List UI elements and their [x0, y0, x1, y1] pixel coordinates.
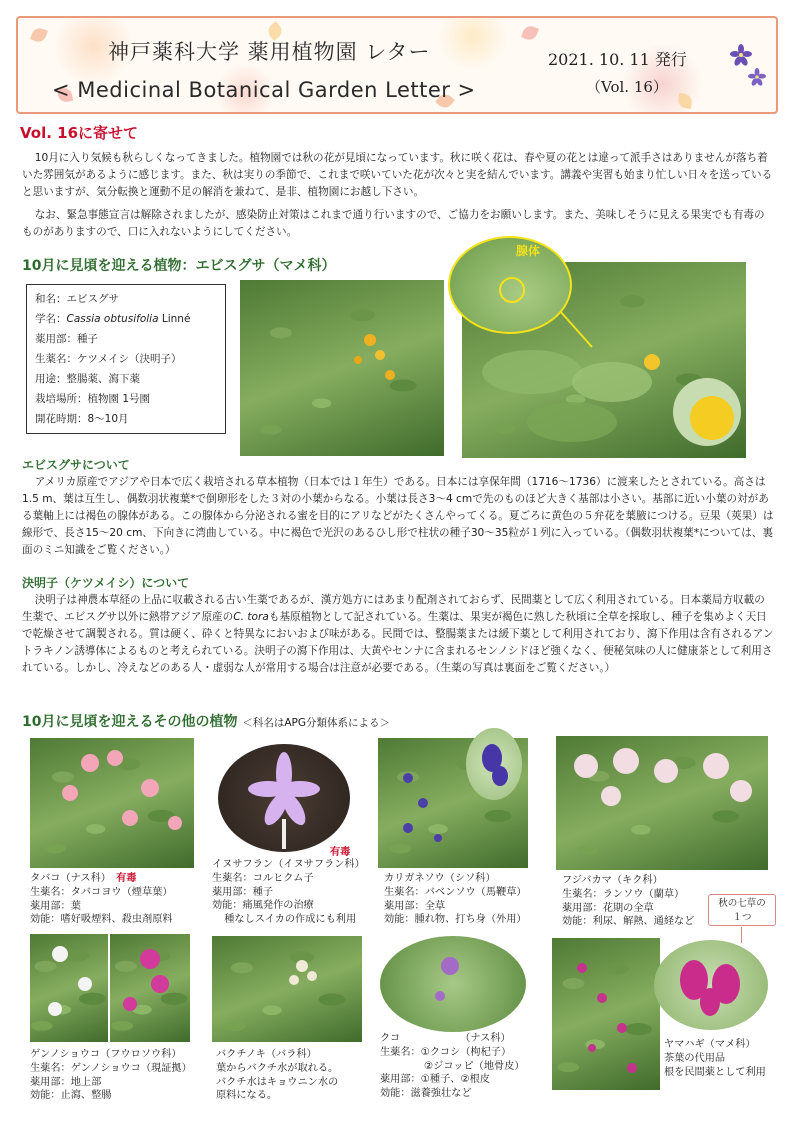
bellflower-icon [730, 44, 752, 66]
info-scientific-name: 学名：Cassia obtusifolia Linné [35, 313, 191, 325]
info-japanese-name: 和名：エビスグサ [35, 293, 119, 305]
note-connector [741, 927, 742, 943]
tabako-photo [30, 738, 194, 868]
inusafuran-photo [218, 744, 350, 852]
info-medicinal-part: 薬用部：種子 [35, 333, 98, 345]
gland-inset-marks [450, 238, 572, 334]
info-location: 栽培場所：植物園 1号園 [35, 393, 151, 405]
autumn-seven-herbs-note: 秋の七草の １つ [708, 894, 776, 926]
gennoshoko-pink-marks [110, 934, 190, 1042]
gennoshoko-pink-photo [110, 934, 190, 1042]
bellflower-icon [748, 68, 766, 86]
kariganeso-inset-marks [466, 728, 522, 800]
header-banner [16, 16, 778, 114]
bakuchinoki-caption: バクチノキ（バラ科） 葉からバクチ水が取れる。 バクチ水はキョウニン水の 原料になる。 [216, 1049, 339, 1102]
kuko-flower-marks [380, 936, 526, 1032]
others-heading: 10月に見頃を迎えるその他の植物 ＜科名はAPG分類体系による＞ [22, 714, 391, 730]
drug-paragraph: 決明子は神農本草経の上品に収載される古い生薬であるが、漢方処方にはあまり配剤されておらず、民間薬として広く利用されている。日本薬局方収載の生薬で、エビスグサ以外に熱帯アジア原産のC. toraも基原植物として記されている。生薬は、果実が褐色に熟した秋頃に全草を採取し、種子を集めよく天日で乾燥させて調製される。質は硬く、砕くと特異なにおいおよび味がある。民間では、整腸薬または緩下薬として利用されており、瀉下作用は含有されるアントラキノン誘導体によるものと考えられている。決明子の瀉下作用は、大黄やセンナに含まれるセンノシドほど強くなく、便秘気味の人に健康茶として利用されている。しかし、冷えなどのある人・虚弱な人が常用する場合は注意が必要である。（生薬の写真は裏面をご覧ください。） [22, 594, 774, 674]
kuko-name-row: クコ （ナス科） [380, 1033, 511, 1044]
tabako-name-row: タバコ（ナス科） 有毒 [30, 873, 137, 884]
ebisugusa-flower-marks [240, 280, 444, 456]
leaf-decoration [677, 93, 693, 109]
kuko-caption: クコ （ナス科） 生薬名：①クコシ（枸杞子） ②ジコッピ（地骨皮） 薬用部：①種子、②根皮 効能：滋養強壮など [380, 1033, 525, 1100]
yamahagi-inset-photo [654, 940, 768, 1030]
kariganeso-caption: カリガネソウ（シソ科） 生薬名：バベンソウ（馬鞭草） 薬用部：全草 効能：腫れ物、打ち身（外用） [384, 873, 527, 926]
yamahagi-caption: ヤマハギ（マメ科） 茶葉の代用品 根を民間薬として利用 [664, 1039, 766, 1078]
issue-date: 2021. 10. 11 発行 [548, 50, 687, 69]
feature-heading: 10月に見頃を迎える植物：エビスグサ（マメ科） [22, 258, 336, 274]
gland-label: 腺体 [516, 244, 541, 258]
intro-heading: Vol. 16に寄せて [20, 124, 139, 142]
kariganeso-inset-photo [466, 728, 522, 800]
bakuchinoki-photo [212, 936, 362, 1042]
info-crude-drug: 生薬名：ケツメイシ（決明子） [35, 353, 182, 365]
leaf-decoration [521, 24, 539, 42]
issue-volume: （Vol. 16） [586, 78, 668, 96]
yamahagi-photo [552, 938, 660, 1090]
about-heading: エビスグサについて [22, 458, 130, 472]
bakuchinoki-flower-marks [212, 936, 362, 1042]
gennoshoko-white-marks [30, 934, 108, 1042]
toxic-badge: 有毒 [330, 847, 351, 858]
fujibakama-flower-marks [556, 736, 768, 870]
drug-heading: 決明子（ケツメイシ）について [22, 576, 190, 590]
newsletter-title-en: < Medicinal Botanical Garden Letter > [52, 78, 476, 102]
gennoshoko-white-photo [30, 934, 108, 1042]
fujibakama-photo [556, 736, 768, 870]
ebisugusa-plant-photo [240, 280, 444, 456]
gennoshoko-caption: ゲンノショウコ（フウロソウ科） 生薬名：ゲンノショウコ（現証拠） 薬用部：地上部 効能：止瀉、整腸 [30, 1049, 192, 1102]
tabako-flower-marks [30, 738, 194, 868]
about-paragraph: アメリカ原産でアジアや日本で広く栽培される草本植物（日本では１年生）である。日本には享保年間（1716～1736）に渡来したとされている。高さは1.5 m、葉は互生し、偶数羽状複葉*で倒卵形をした３対の小葉からなる。小葉は長さ3～4 cmで先のものほど大きく基部は小さい。基部に近い小葉の対がある葉軸上には褐色の腺体がある。この腺体から分泌される蜜を目的にアリなどがたくさんやってくる。夏ごろに黄色の５弁花を葉腋につける。豆果（莢果）は線形で、長さ15～20 cm、下向きに湾曲している。中に褐色で光沢のあるひし形で柱状の種子30～35粒が１列に入っている。（偶数羽状複葉*については、裏面のミニ知識をご覧ください。） [22, 476, 774, 556]
plant-info-box [26, 284, 226, 434]
gland-inset-photo [448, 236, 572, 334]
inusafuran-caption: イヌサフラン（イヌサフラン科） 生薬名：コルヒクム子 薬用部：種子 効能：痛風発作の治療 種なしスイカの作成にも利用 [212, 859, 365, 926]
intro-paragraph-1: 10月に入り気候も秋らしくなってきました。植物園では秋の花が見頃になっています。秋に咲く花は、春や夏の花とは違って派手さはありませんが落ち着いた雰囲気があるように感じます。また、秋は実りの季節で、これまで咲いていた花が次々と実を結んでいます。講義や実習も始まり忙しい日々を送っていると思いますが、気分転換と運動不足の解消を兼ねて、是非、植物園にお越し下さい。 [22, 152, 773, 198]
tabako-caption: タバコ（ナス科） 有毒 生薬名：タバコヨウ（煙草葉） 薬用部：葉 効能：嗜好吸煙料、殺虫剤原料 [30, 873, 173, 926]
fujibakama-caption: フジバカマ（キク科） 生薬名：ランソウ（蘭草） 薬用部：花期の全草 効能：利尿、解熱、通経など [562, 875, 695, 928]
kuko-photo [380, 936, 526, 1032]
yamahagi-inset-marks [654, 940, 768, 1030]
toxic-badge: 有毒 [116, 873, 137, 884]
info-flowering-season: 開花時期：8～10月 [35, 413, 129, 425]
intro-paragraph-2: なお、緊急事態宣言は解除されましたが、感染防止対策はこれまで通り行いますので、ご協力をお願いします。また、美味しそうに見える果実でも有毒のものがありますので、口に入れないようにしてください。 [22, 209, 765, 238]
newsletter-title-jp: 神戸薬科大学 薬用植物園 レター [108, 40, 431, 64]
inusafuran-flower-marks [218, 744, 350, 852]
leaf-decoration [30, 26, 48, 44]
yamahagi-flower-marks [552, 938, 660, 1090]
info-use: 用途：整腸薬、瀉下薬 [35, 373, 140, 385]
